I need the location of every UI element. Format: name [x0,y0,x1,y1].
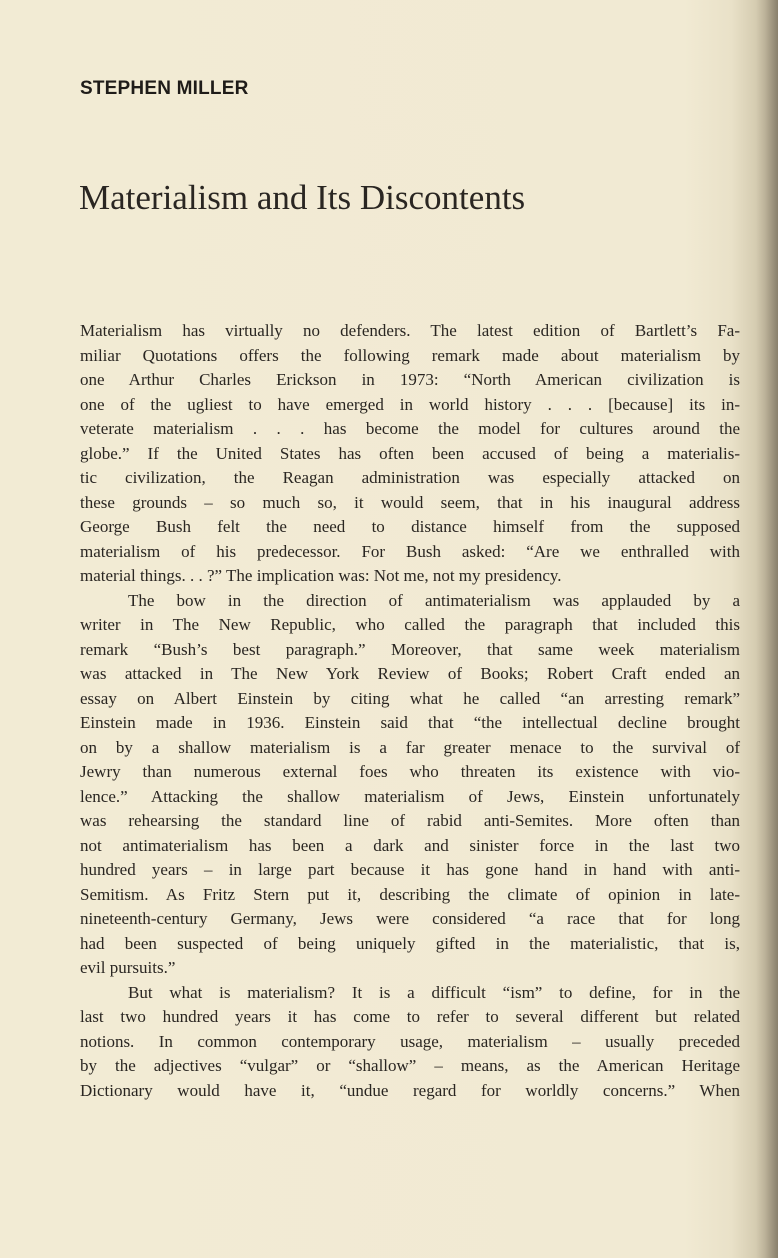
body-line: lence.” Attacking the shallow materialism of Jews, Einstein unfortunately [80,786,740,806]
body-line: one Arthur Charles Erickson in 1973: “North American civilization is [80,370,740,389]
body-line: globe.” If the United States has often been accused of being a materialis- [80,443,740,463]
body-line: essay on Albert Einstein by citing what he called “an arresting remark” [80,688,740,708]
body-line: notions. In common contemporary usage, materialism – usually preceded [80,1031,740,1051]
body-line: these grounds – so much so, it would seem, that in his inaugural address [80,492,740,512]
body-line: last two hundred years it has come to refer to several different but related [80,1007,740,1026]
article-body [80,319,740,1103]
author-name: STEPHEN MILLER [80,78,249,99]
body-line: had been suspected of being uniquely gifted in the materialistic, that is, [80,933,740,953]
body-line: one of the ugliest to have emerged in world history . . . [because] its in- [80,394,740,414]
body-line: remark “Bush’s best paragraph.” Moreover, that same week materialism [80,639,740,659]
body-line: tic civilization, the Reagan administration was especially attacked on [80,468,740,487]
body-line: on by a shallow materialism is a far greater menace to the survival of [80,737,740,757]
page-edge-shadow [756,0,778,1258]
body-line: Jewry than numerous external foes who threaten its existence with vio- [80,762,740,781]
body-line: material things. . . ?” The implication was: Not me, not my presidency. [80,566,562,585]
body-line: Dictionary would have it, “undue regard for worldly concerns.” When [80,1080,740,1100]
body-line: veterate materialism . . . has become the model for cultures around the [80,419,740,438]
body-line: But what is materialism? It is a difficult “ism” to define, for in the [128,982,740,1002]
body-line: Materialism has virtually no defenders. The latest edition of Bartlett’s Fa- [80,321,740,340]
body-line: hundred years – in large part because it has gone hand in hand with anti- [80,860,740,879]
body-line: nineteenth-century Germany, Jews were considered “a race that for long [80,909,740,928]
body-line: was rehearsing the standard line of rabid anti-Semites. More often than [80,811,740,830]
body-line: Semitism. As Fritz Stern put it, describing the climate of opinion in late- [80,884,740,904]
body-line: miliar Quotations offers the following remark made about materialism by [80,345,740,365]
body-line: George Bush felt the need to distance himself from the supposed [80,517,740,536]
body-line: materialism of his predecessor. For Bush asked: “Are we enthralled with [80,541,740,561]
body-line: not antimaterialism has been a dark and sinister force in the last two [80,835,740,855]
body-line: was attacked in The New York Review of Books; Robert Craft ended an [80,664,740,683]
body-line: by the adjectives “vulgar” or “shallow” – means, as the American Heritage [80,1056,740,1075]
article-title: Materialism and Its Discontents [79,178,526,217]
body-line: writer in The New Republic, who called the paragraph that included this [80,615,740,634]
body-line: Einstein made in 1936. Einstein said that “the intellectual decline brought [80,713,740,732]
body-line: The bow in the direction of antimaterialism was applauded by a [128,590,740,610]
body-line: evil pursuits.” [80,958,176,977]
